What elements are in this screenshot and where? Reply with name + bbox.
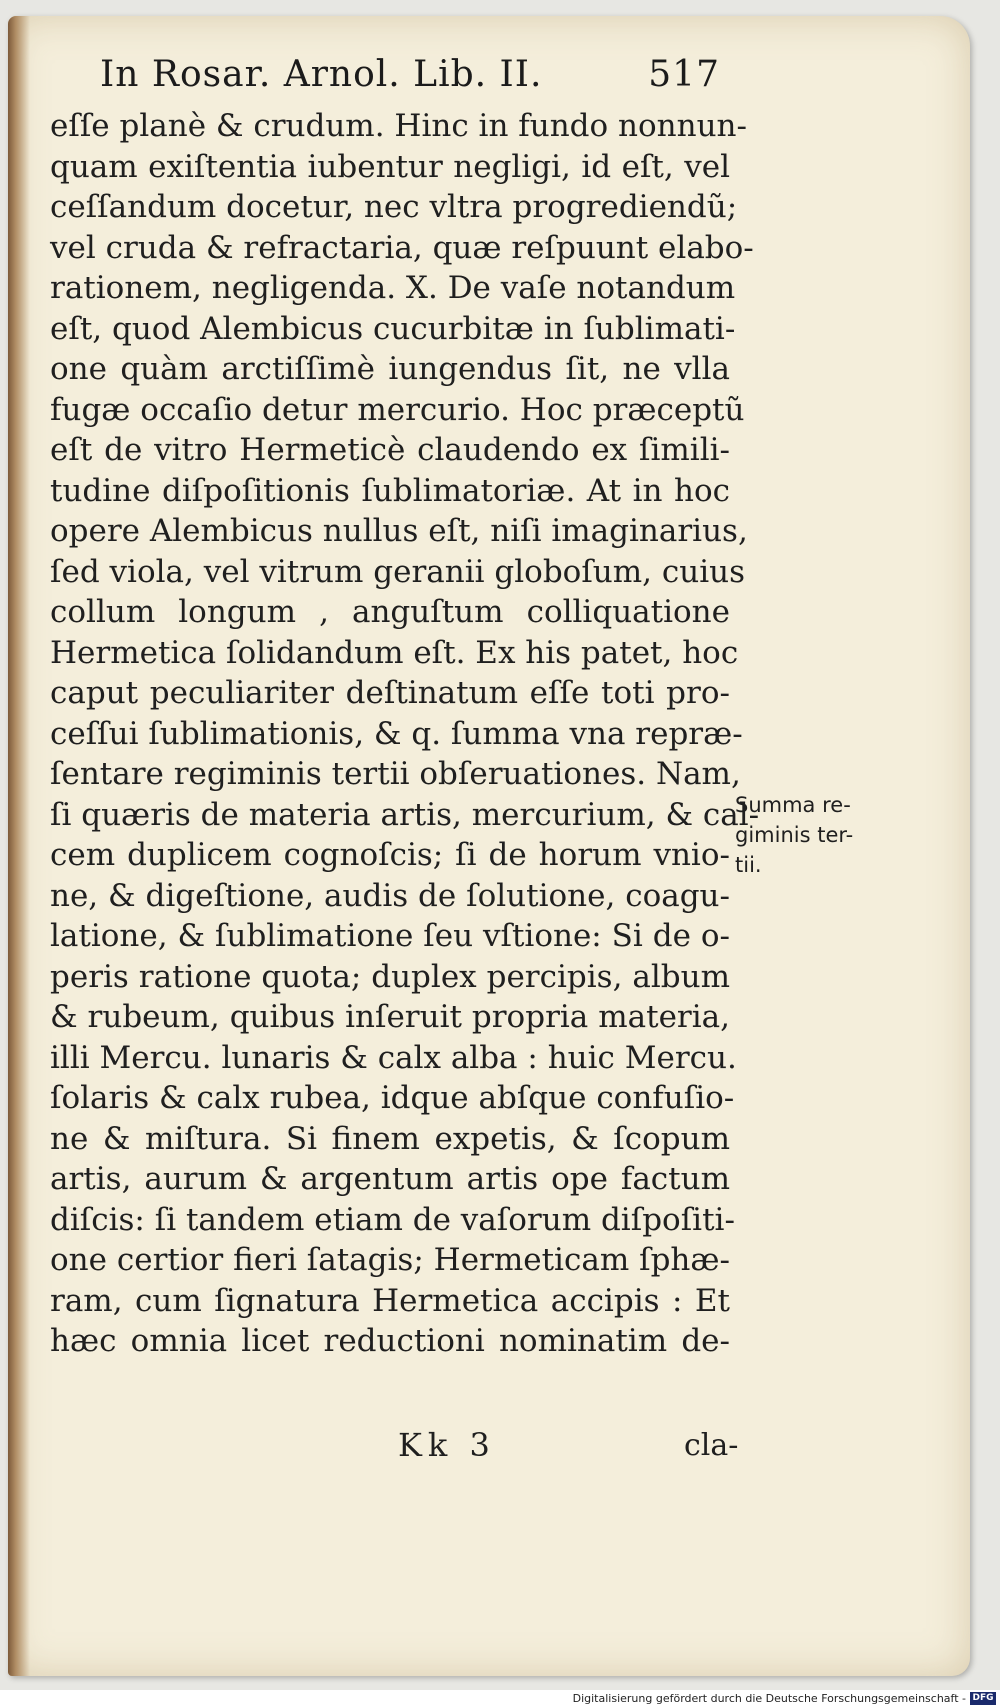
- text-line: one certior fieri ſatagis; Hermeticam ſphæ-: [50, 1242, 730, 1278]
- text-line: vel cruda & refractaria, quæ reſpuunt elabo-: [50, 229, 754, 266]
- text-line: ſi quæris de materia artis, mercurium, & cal-: [50, 796, 760, 833]
- running-title: In Rosar. Arnol. Lib. II.: [100, 54, 543, 95]
- running-header: [100, 44, 720, 104]
- text-line: ſentare regiminis tertii obſeruationes. Nam,: [50, 756, 741, 792]
- text-line: ceſſui ſublimationis, & q. ſumma vna repræ-: [50, 715, 743, 752]
- text-line: artis, aurum & argentum artis ope factum: [50, 1161, 730, 1197]
- body-text: [50, 106, 760, 1362]
- text-line: ne, & digeſtione, audis de ſolutione, coagu-: [50, 877, 730, 914]
- text-line: quam exiſtentia iubentur negligi, id eſt, vel: [50, 148, 730, 185]
- text-line: Hermetica ſolidandum eſt. Ex his patet, hoc: [50, 634, 739, 671]
- text-line: fugæ occaſio detur mercurio. Hoc præceptũ: [50, 391, 745, 428]
- text-line: collum longum , anguſtum colliquatione: [50, 594, 730, 630]
- text-line: eſſe planè & crudum. Hinc in fundo nonnun-: [50, 108, 748, 144]
- text-line: ſolaris & calx rubea, idque abſque confuſio-: [50, 1080, 735, 1116]
- text-line: ſed viola, vel vitrum geranii globoſum, cuius: [50, 553, 745, 590]
- page-gutter-shadow: [8, 16, 30, 1676]
- marginal-note-line: tii.: [735, 853, 762, 877]
- text-line: rationem, negligenda. X. De vaſe notandum: [50, 270, 736, 306]
- text-line: ram, cum ſignatura Hermetica accipis : Et: [50, 1282, 730, 1319]
- catchword: cla-: [684, 1428, 739, 1463]
- text-line: diſcis: ſi tandem etiam de vaſorum diſpoſiti-: [50, 1201, 735, 1238]
- text-line: tudine diſpoſitionis ſublimatoriæ. At in hoc: [50, 472, 730, 509]
- text-line: eſt, quod Alembicus cucurbitæ in ſublimati-: [50, 310, 736, 347]
- text-line: ceſſandum docetur, nec vltra progrediendũ;: [50, 189, 738, 225]
- signature-mark: Kk 3: [398, 1426, 496, 1464]
- marginal-note-line: Summa re-: [735, 793, 851, 817]
- text-line: ne & miſtura. Si finem expetis, & ſcopum: [50, 1120, 730, 1157]
- page-number: 517: [648, 54, 720, 95]
- text-line: & rubeum, quibus inſeruit propria materia,: [50, 999, 730, 1035]
- marginal-note: [735, 790, 895, 880]
- text-line: caput peculiariter deſtinatum eſſe toti pro-: [50, 675, 730, 711]
- text-line: illi Mercu. lunaris & calx alba : huic Mercu.: [50, 1039, 737, 1076]
- text-line: peris ratione quota; duplex percipis, album: [50, 958, 730, 995]
- text-line: opere Alembicus nullus eſt, niſi imaginarius,: [50, 513, 748, 549]
- text-line: latione, & ſublimatione ſeu vſtione: Si de o-: [50, 918, 730, 954]
- text-line: eſt de vitro Hermeticè claudendo ex ſimili-: [50, 432, 730, 468]
- dfg-logo: DFG: [970, 1692, 996, 1705]
- credit-text: Digitalisierung gefördert durch die Deutsche Forschungsgemeinschaft -: [572, 1692, 966, 1705]
- text-line: hæc omnia licet reductioni nominatim de-: [50, 1323, 730, 1359]
- text-line: one quàm arctiſſimè iungendus ſit, ne vlla: [50, 351, 730, 387]
- digitization-credit-bar: [0, 1690, 1000, 1708]
- marginal-note-line: giminis ter-: [735, 823, 854, 847]
- text-line: cem duplicem cognoſcis; ſi de horum vnio-: [50, 837, 730, 873]
